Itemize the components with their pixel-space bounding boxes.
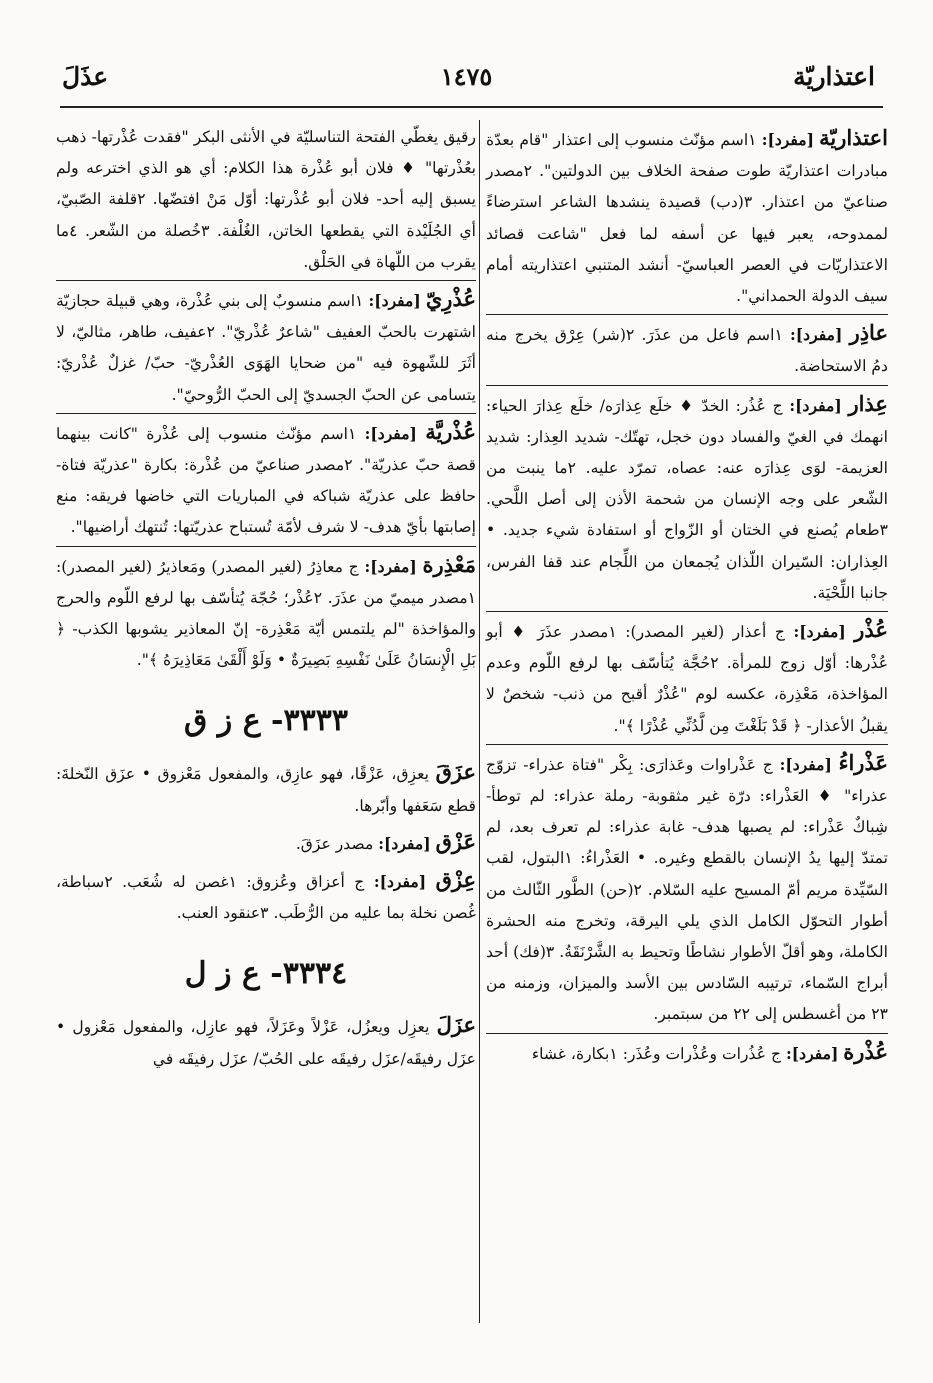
pos-tag: [مفرد]: <box>789 395 842 415</box>
headword: عِزْق <box>435 867 476 893</box>
pos-tag: [مفرد]: <box>364 556 417 576</box>
definition: يعزِل ويعزُل، عَزْلاً وعَزَلاً، فهو عازِل، والمفعول مَعْزول • عزَل رفيقَه/عزَل رفيقَه على الحُبّ/ عزَل رفيقَه في <box>56 1018 476 1068</box>
entry-idhar <box>486 388 888 612</box>
definition: ١اسم مؤنّث منسوب إلى عُذْرة "كانت بينهما قصة حبّ عذريّة". ٢مصدر صناعيّ من عُذْرة: بكارة "عذريّة فتاة- حافظ على عذريّة شباكه في المباريات التي خاضها فريقه: منع إصابتها بأيّ هدف- لا شرف لأمّة تُستباح عذريّتها: تُنتهك أراضيها". <box>56 424 476 537</box>
headword: عُذْرِيّ <box>425 286 476 312</box>
pos-tag: [مفرد]: <box>368 291 421 311</box>
running-head-left: عذَلَ <box>62 62 109 91</box>
root-heading-3333: ٣٣٣٣- ع ز ق <box>184 703 348 739</box>
pos-tag: [مفرد]: <box>378 833 431 853</box>
definition: يعزِق، عَزْقًا، فهو عازِق، والمفعول مَعْزوق • عزَق النّخلةَ: قطع سَعَفها وأبّرها. <box>56 765 476 815</box>
headword: عُذْريَّة <box>425 418 476 444</box>
pos-tag: [مفرد]: <box>761 130 815 149</box>
entry-azq <box>56 826 476 862</box>
pos-tag: [مفرد]: <box>779 754 832 774</box>
entry-itidhariyya <box>486 122 888 315</box>
root-heading-3334: ٣٣٣٤- ع ز ل <box>184 956 348 992</box>
definition: ١اسم مؤنّث منسوب إلى اعتذار "قام بعدّة مبادرات اعتذاريّة طوت صفحة الخلاف بين الدولتين". ٢مصدر صناعيّ من اعتذار. ٣(دب) قصيدة ينشدها الشاعر استرضاءً لممدوحه، يعبر فيها عن أسفه لما فعل "شاعت قصائد الاعتذاريّات في العصر العباسيّ- أنشد المتنبي اعتذاريته أمام سيف الدولة الحمداني". <box>486 131 888 306</box>
pos-tag: [مفرد]: <box>786 1043 839 1063</box>
entry-madhira <box>56 549 476 679</box>
headword: مَعْذِرة <box>422 551 476 577</box>
definition: رقيق يغطّي الفتحة التناسليّة في الأنثى البكر "فقدت عُذْرتها- ذهب بعُذْرتها" ♦ فلان أبو عُذْرة هذا الكلام: أي هو الذي اخترعه ولم يسبق إليه أحد- فلان أبو عُذْرتها: أوّل مَنْ افتضّها. ٢قلفة الصّبيّ، أي الجُلَيْدة التي يقطعها الخاتن، الغُلْفة. ٣خُصلة من الشّعر. ٤ما يقرب من اللّهاة في الحَلْق. <box>56 128 476 271</box>
pos-tag: [مفرد]: <box>793 622 846 642</box>
right-column <box>486 122 888 1074</box>
entry-adhraa <box>486 747 888 1034</box>
entry-udhriyya <box>56 416 476 547</box>
definition: ج عُذُرات وعُذْرات وعُذَر: ١بكارة، غشاء <box>531 1044 782 1063</box>
headword: عُذْر <box>854 617 888 643</box>
entry-izq <box>56 864 476 931</box>
pos-tag: [مفرد]: <box>364 423 417 443</box>
headword: عَذْراءُ <box>838 749 888 775</box>
headword: عزَقَ <box>435 759 476 785</box>
headword: اعتذاريّة <box>819 125 888 150</box>
headword: عاذِر <box>849 320 888 346</box>
pos-tag: [مفرد]: <box>373 872 427 892</box>
definition: ١اسم منسوبٌ إلى بني عُذْرة، وهي قبيلة حجازيّة اشتهرت بالحبّ العفيف "شاعرٌ عُذْريّ". ٢عفيف، طاهر، مثاليّ، لا أثَرَ للشّهوة فيه "من ضحايا الهَوَى العُذْريّ- حبّ/ غزلٌ عُذْريّ: يتسامى عن الحبّ الجسديّ إلى الحبّ الرُّوحيّ". <box>56 292 476 404</box>
column-divider <box>479 120 480 1323</box>
headword: عِذار <box>848 390 888 416</box>
pos-tag: [مفرد]: <box>790 325 843 345</box>
definition: ج عُذُر: الخدّ ♦ خلَع عِذارَه/ خلَع عِذارَ الحياء: انهمك في الغيّ والفساد دون خجل، تهتّك- شديد العِذار: شديد العزيمة- لوَى عِذارَه عنه: عصاه، تمرّد عليه. ٢ما ينبت من الشّعر على وجه الإنسان من شحمة الأذن إلى أصل اللَّحي. ٣طعام يُصنع في الختان أو الزّواج أو استفادة شيء جديد. • العِذاران: السّيران اللّذان يُجمعان من اللِّجام عند قفا الفرس، جانبا اللِّحْيَة. <box>486 396 888 602</box>
entry-udhra-continued <box>56 122 476 281</box>
entry-udhri <box>56 283 476 414</box>
entry-azaqa <box>56 756 476 823</box>
running-head-right: اعتذاريّة <box>793 62 875 91</box>
definition: ج عَذْراوات وعَذارَى: بِكْر "فتاة عذراء- تزوّج عذراء" ♦ العَذْراء: درّة غير مثقوبة- رملة عذراء: لم توطأ- شِباكٌ عَذْراء: لم يصبها هدف- غابة عذراء: لم تعرف بعد، لم تمتدّ إليها يدُ الإنسان بالقطع وغيره. • العَذْراءُ: ١البتول، لقب السّيِّدة مريم أمّ المسيح عليه السّلام. ٢(حن) الطَّور الثّالث من أطوار التحوّل الكامل الذي يلي اليرقة، وتخرج منه الحشرة الكاملة، وهو أقلّ الأطوار نشاطًا وتحيط به الشَّرْنَقَةُ. ٣(فك) أحد أبراج السّماء، ترتيبه السّادس بين الأسد والميزان، وزمنه من ٢٣ من أغسطس إلى ٢٢ من سبتمبر. <box>486 755 889 1024</box>
headword: عزَلَ <box>436 1012 476 1038</box>
entry-azala <box>56 1009 476 1076</box>
definition: ج معاذِرُ (لغير المصدر) ومَعاذيرُ (لغير المصدر): ١مصدر ميميّ من عذَرَ. ٢عُذْر؛ حُجّة يُتأسّف بها لرفع اللّوم والحرج والمؤاخذة "لم يلتمس أيّة مَعْذِرة- إنّ المعاذير يشوبها الكذب- ﴿ بَلِ الْإِنسَانُ عَلَىٰ نَفْسِهِ بَصِيرَةٌ • وَلَوْ أَلْقَىٰ مَعَاذِيرَهُ ﴾". <box>56 557 476 670</box>
page-number: ١٤٧٥ <box>440 62 493 91</box>
definition: ١اسم فاعل من عذَرَ. ٢(شر) عِرْق يخرج منه دمُ الاستحاضة. <box>486 326 888 376</box>
definition: ج أعزاق وعُزوق: ١غصن له شُعَب. ٢سباطة، غُصن نخلة بما عليه من الرُّطَب. ٣عنقود العنب. <box>56 873 476 923</box>
entry-aadhir <box>486 317 888 385</box>
left-column <box>56 122 476 1079</box>
headword: عُذْرة <box>843 1038 888 1064</box>
entry-udhr <box>486 614 888 745</box>
definition: مصدر عزَقَ. <box>295 834 374 853</box>
entry-udhra <box>486 1036 888 1072</box>
definition: ج أعذار (لغير المصدر): ١مصدر عذَرَ ♦ أبو عُذْرها: أوّل زوج للمرأة. ٢حُجَّة يُتأسّف بها لرفع اللّوم وعدم المؤاخذة، مَعْذِرة، عكسه لوم "عُذْرٌ أقبح من ذنب- شخصٌ لا يقبلُ الأعذار- ﴿ قَدْ بَلَغْتَ مِن لَّدُنِّي عُذْرًا ﴾". <box>486 623 889 735</box>
header-rule <box>60 106 883 108</box>
headword: عَزْق <box>435 828 476 854</box>
